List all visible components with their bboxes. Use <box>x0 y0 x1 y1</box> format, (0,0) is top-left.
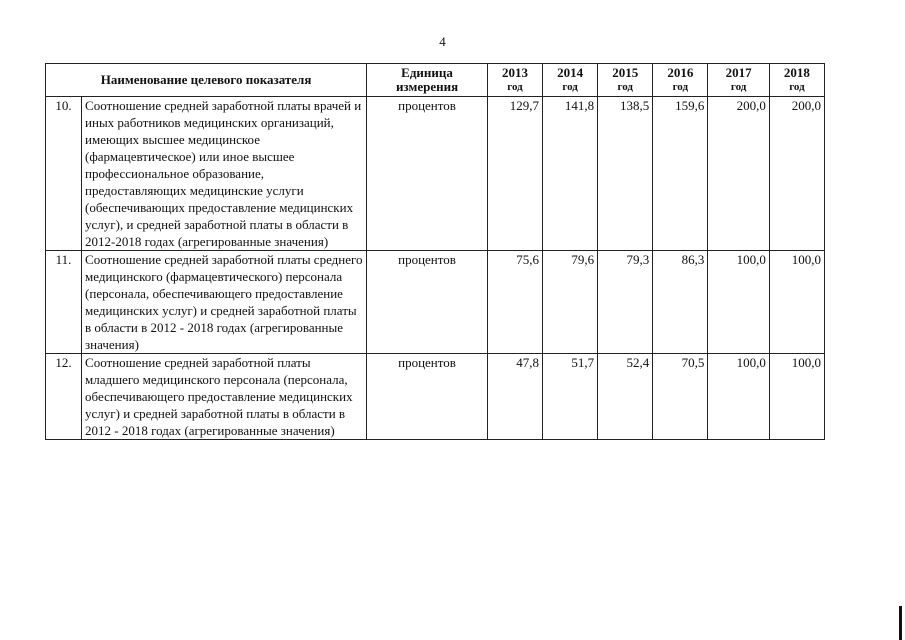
column-header-year <box>653 64 708 97</box>
value-cell: 79,6 <box>543 251 598 354</box>
value-cell: 79,3 <box>598 251 653 354</box>
value-cell: 100,0 <box>708 354 769 440</box>
value-cell: 86,3 <box>653 251 708 354</box>
indicator-name: Соотношение средней заработной платы младшего медицинского персонала (персонала, обеспечивающего предоставление медицинских услуг) и средней заработной платы в области в 2012 - 2018 годах (агрегированные значения) <box>82 354 367 440</box>
value-cell: 159,6 <box>653 97 708 251</box>
year-label: 2018 <box>783 65 810 80</box>
table-row <box>46 251 825 354</box>
year-label: 2016 <box>667 65 694 80</box>
column-header-year <box>543 64 598 97</box>
year-unit-label: год <box>789 81 805 93</box>
measurement-unit: процентов <box>367 251 488 354</box>
value-cell: 70,5 <box>653 354 708 440</box>
year-unit-label: год <box>507 81 523 93</box>
value-cell: 47,8 <box>487 354 542 440</box>
value-cell: 100,0 <box>769 251 824 354</box>
indicator-name: Соотношение средней заработной платы среднего медицинского (фармацевтического) персонала (персонала, обеспечивающего предоставление медицинских услуг) и средней заработной платы в области в 2012 - 2018 годах (агрегированные значения) <box>82 251 367 354</box>
target-indicators-table <box>45 63 825 440</box>
year-unit-label: год <box>562 81 578 93</box>
column-header-unit: Единица измерения <box>367 64 488 97</box>
value-cell: 51,7 <box>543 354 598 440</box>
year-label: 2014 <box>557 65 584 80</box>
value-cell: 100,0 <box>708 251 769 354</box>
year-label: 2017 <box>725 65 752 80</box>
table-header-row <box>46 64 825 97</box>
row-number: 12. <box>46 354 82 440</box>
year-label: 2015 <box>612 65 639 80</box>
scan-edge-mark <box>899 606 902 640</box>
year-unit-label: год <box>672 81 689 93</box>
table-row <box>46 97 825 251</box>
value-cell: 52,4 <box>598 354 653 440</box>
value-cell: 200,0 <box>708 97 769 251</box>
year-unit-label: год <box>730 81 747 93</box>
value-cell: 200,0 <box>769 97 824 251</box>
value-cell: 138,5 <box>598 97 653 251</box>
column-header-year <box>598 64 653 97</box>
measurement-unit: процентов <box>367 97 488 251</box>
year-label: 2013 <box>501 65 528 80</box>
column-header-year <box>769 64 824 97</box>
value-cell: 100,0 <box>769 354 824 440</box>
row-number: 11. <box>46 251 82 354</box>
table-row <box>46 354 825 440</box>
value-cell: 129,7 <box>487 97 542 251</box>
column-header-name: Наименование целевого показателя <box>46 64 367 97</box>
measurement-unit: процентов <box>367 354 488 440</box>
value-cell: 141,8 <box>543 97 598 251</box>
indicator-name: Соотношение средней заработной платы врачей и иных работников медицинских организаций, имеющих высшее медицинское (фармацевтическое) или иное высшее профессиональное образование, предоставляющих медицинские услуги (обеспечивающих предоставление медицинских услуг), и средней заработной платы в области в 2012-2018 годах (агрегированные значения) <box>82 97 367 251</box>
year-unit-label: год <box>617 81 633 93</box>
page-number: 4 <box>439 34 446 49</box>
row-number: 10. <box>46 97 82 251</box>
column-header-year <box>708 64 769 97</box>
value-cell: 75,6 <box>487 251 542 354</box>
column-header-year <box>487 64 542 97</box>
